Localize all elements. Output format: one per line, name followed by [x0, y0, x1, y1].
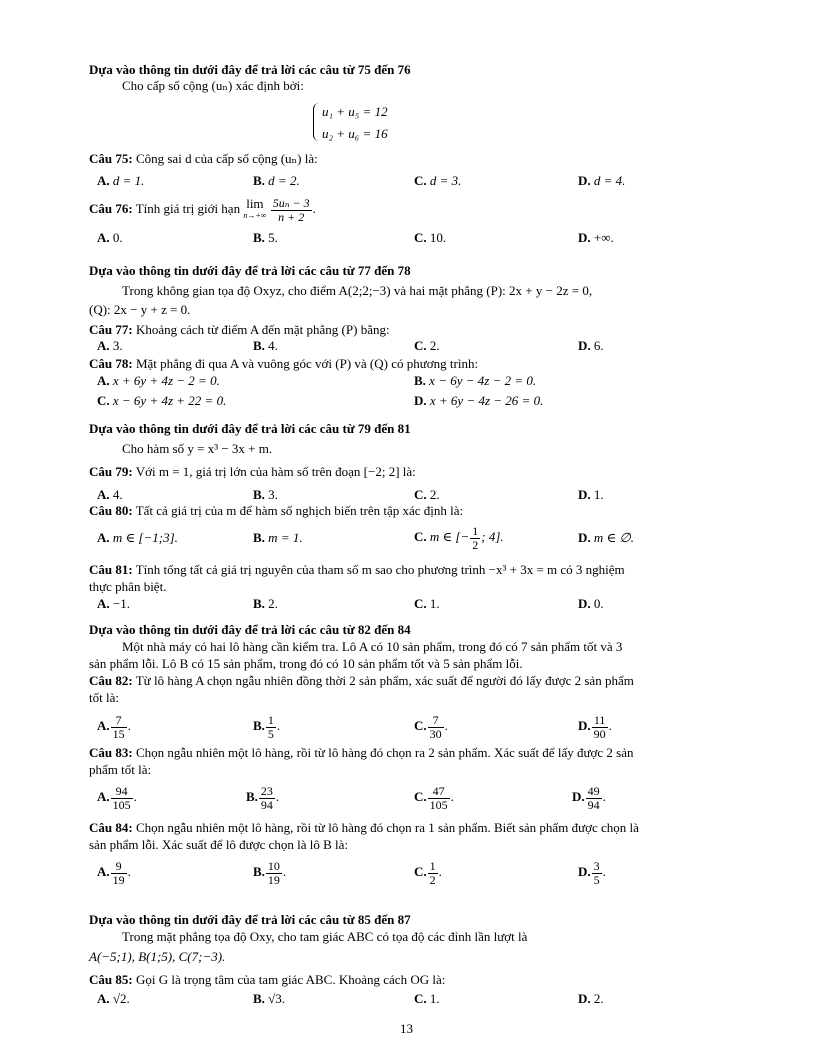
system-eq-2: u₂ + u₆ = 16: [322, 126, 388, 141]
question-77: Câu 77: Khoảng cách từ điểm A đến mặt phẳng (P) bằng:: [89, 322, 390, 337]
q78-option-c[interactable]: C. x − 6y + 4z + 22 = 0.: [97, 393, 227, 408]
q81-option-b[interactable]: B. 2.: [253, 596, 278, 611]
q78-option-d[interactable]: D. x + 6y − 4z − 26 = 0.: [414, 393, 544, 408]
q82-option-d[interactable]: D. $\frac{11}{90}$ .: [578, 712, 612, 741]
q75-option-c[interactable]: C. d = 3.: [414, 173, 462, 188]
q84-option-d[interactable]: D. $\frac{3}{5}$ .: [578, 858, 606, 887]
question-81: Câu 81: Tính tổng tất cả giá trị nguyên của tham số m sao cho phương trình −x³ + 3x = m có 3 nghiệm: [89, 562, 625, 577]
q80-option-d[interactable]: D. m ∈ ∅.: [578, 530, 634, 545]
q78-option-a[interactable]: A. x + 6y + 4z − 2 = 0.: [97, 373, 220, 388]
q83-option-d[interactable]: D. $\frac{49}{94}$ .: [572, 783, 606, 812]
q85-option-d[interactable]: D. 2.: [578, 991, 604, 1006]
q81-option-c[interactable]: C. 1.: [414, 596, 440, 611]
question-82: Câu 82: Từ lô hàng A chọn ngẫu nhiên đồng thời 2 sản phẩm, xác suất để người đó lấy được 2 sản phẩm: [89, 673, 634, 688]
question-83-cont: phẩm tốt là:: [89, 762, 152, 777]
q77-option-d[interactable]: D. 6.: [578, 338, 604, 353]
question-81-cont: thực phân biệt.: [89, 579, 167, 594]
q81-option-a[interactable]: A. −1.: [97, 596, 130, 611]
question-79: Câu 79: Với m = 1, giá trị lớn của hàm số trên đoạn [−2; 2] là:: [89, 464, 416, 479]
q81-option-d[interactable]: D. 0.: [578, 596, 604, 611]
question-80: Câu 80: Tất cả giá trị của m để hàm số nghịch biến trên tập xác định là:: [89, 503, 464, 518]
section-intro-line1: Trong không gian tọa độ Oxyz, cho điểm A(2;2;−3) và hai mặt phẳng (P): 2x + y − 2z = 0,: [122, 283, 593, 298]
q85-option-c[interactable]: C. 1.: [414, 991, 440, 1006]
q82-option-c[interactable]: C. $\frac{7}{30}$ .: [414, 712, 448, 741]
section-heading-75-76: Dựa vào thông tin dưới đây để trả lời các câu từ 75 đến 76: [89, 62, 411, 77]
section-intro-line2: A(−5;1), B(1;5), C(7;−3).: [89, 949, 226, 964]
q85-option-a[interactable]: A. √2.: [97, 991, 130, 1006]
q79-option-c[interactable]: C. 2.: [414, 487, 440, 502]
system-brace: [313, 103, 320, 141]
question-82-cont: tốt là:: [89, 690, 119, 705]
q85-option-b[interactable]: B. √3.: [253, 991, 286, 1006]
q79-option-a[interactable]: A. 4.: [97, 487, 123, 502]
q80-option-b[interactable]: B. m = 1.: [253, 530, 303, 545]
q76-option-c[interactable]: C. 10.: [414, 230, 447, 245]
q82-option-b[interactable]: B. $\frac{1}{5}$ .: [253, 712, 281, 741]
page-number: 13: [400, 1021, 413, 1036]
section-intro-line2: (Q): 2x − y + z = 0.: [89, 302, 191, 317]
section-intro: Cho hàm số y = x³ − 3x + m.: [122, 441, 273, 456]
q79-option-b[interactable]: B. 3.: [253, 487, 278, 502]
q83-option-b[interactable]: B. $\frac{23}{94}$ .: [246, 783, 280, 812]
section-intro-line1: Trong mặt phẳng tọa độ Oxy, cho tam giác ABC có tọa độ các đỉnh lần lượt là: [122, 929, 528, 944]
q80-option-a[interactable]: A. m ∈ [−1;3].: [97, 530, 178, 545]
q79-option-d[interactable]: D. 1.: [578, 487, 604, 502]
section-intro: Cho cấp số cộng (uₙ) xác định bởi:: [122, 78, 304, 93]
q84-option-a[interactable]: A. $\frac{9}{19}$ .: [97, 858, 131, 887]
q83-option-c[interactable]: C. $\frac{47}{105}$ .: [414, 783, 454, 812]
section-intro-line2: sản phẩm lỗi. Lô B có 15 sản phẩm, trong đó có 10 sản phẩm tốt và 5 sản phẩm lỗi.: [89, 656, 523, 671]
q77-option-c[interactable]: C. 2.: [414, 338, 440, 353]
section-heading-79-81: Dựa vào thông tin dưới đây để trả lời các câu từ 79 đến 81: [89, 421, 411, 436]
q76-option-b[interactable]: B. 5.: [253, 230, 278, 245]
question-76: Câu 76: Tính giá trị giới hạn lim n→+∞ $\frac{\text{5uₙ − 3}}{n + 2}$ .: [89, 195, 316, 224]
q78-option-b[interactable]: B. x − 6y − 4z − 2 = 0.: [414, 373, 537, 388]
system-eq-1: u₁ + u₅ = 12: [322, 104, 388, 119]
q82-option-a[interactable]: A. $\frac{7}{15}$ .: [97, 712, 131, 741]
q84-option-c[interactable]: C. $\frac{1}{2}$ .: [414, 858, 442, 887]
q75-option-d[interactable]: D. d = 4.: [578, 173, 626, 188]
question-84-cont: sản phẩm lỗi. Xác suất để lô được chọn là lô B là:: [89, 837, 349, 852]
section-heading-85-87: Dựa vào thông tin dưới đây để trả lời các câu từ 85 đến 87: [89, 912, 411, 927]
question-85: Câu 85: Gọi G là trọng tâm của tam giác ABC. Khoảng cách OG là:: [89, 972, 446, 987]
section-intro-line1: Một nhà máy có hai lô hàng cần kiểm tra. Lô A có 10 sản phẩm, trong đó có 7 sản phẩm tốt và 3: [122, 639, 623, 654]
q76-option-a[interactable]: A. 0.: [97, 230, 123, 245]
q77-option-a[interactable]: A. 3.: [97, 338, 123, 353]
q80-option-c[interactable]: C. m ∈ [− $\frac{1}{2}$ ; 4].: [414, 523, 504, 552]
section-heading-77-78: Dựa vào thông tin dưới đây để trả lời các câu từ 77 đến 78: [89, 263, 411, 278]
question-83: Câu 83: Chọn ngẫu nhiên một lô hàng, rồi từ lô hàng đó chọn ra 2 sản phẩm. Xác suất để lấy được 2 sản: [89, 745, 634, 760]
q76-option-d[interactable]: D. +∞.: [578, 230, 614, 245]
question-75: Câu 75: Công sai d của cấp số cộng (uₙ) là:: [89, 151, 318, 166]
section-heading-82-84: Dựa vào thông tin dưới đây để trả lời các câu từ 82 đến 84: [89, 622, 411, 637]
question-84: Câu 84: Chọn ngẫu nhiên một lô hàng, rồi từ lô hàng đó chọn ra 1 sản phẩm. Biết sản phẩm được chọn là: [89, 820, 639, 835]
q77-option-b[interactable]: B. 4.: [253, 338, 278, 353]
q75-option-a[interactable]: A. d = 1.: [97, 173, 145, 188]
q75-option-b[interactable]: B. d = 2.: [253, 173, 300, 188]
question-78: Câu 78: Mặt phẳng đi qua A và vuông góc với (P) và (Q) có phương trình:: [89, 356, 479, 371]
q83-option-a[interactable]: A. $\frac{94}{105}$ .: [97, 783, 137, 812]
q84-option-b[interactable]: B. $\frac{10}{19}$ .: [253, 858, 287, 887]
